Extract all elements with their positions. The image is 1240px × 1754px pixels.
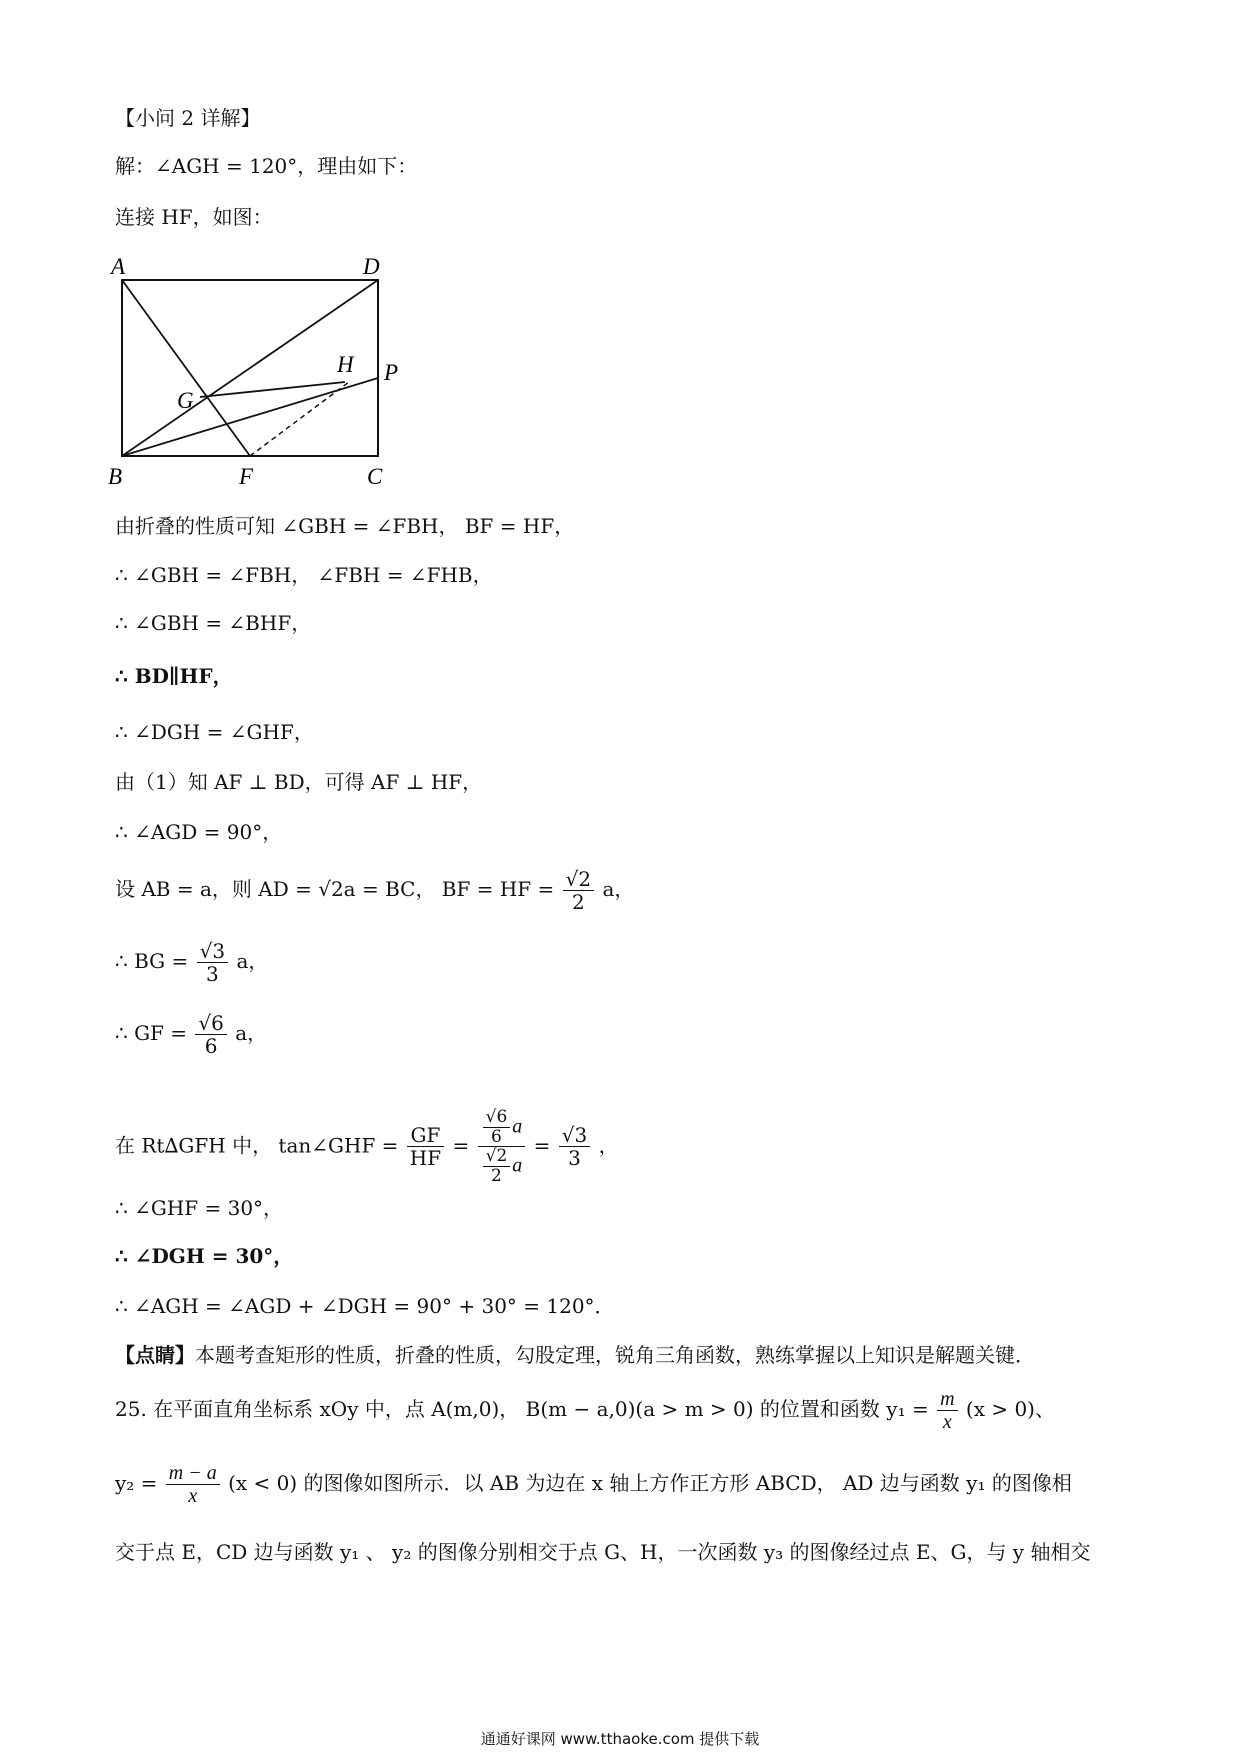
geometry-figure bbox=[105, 248, 425, 488]
solution-line-13 bbox=[115, 1108, 619, 1186]
solution-line-5: ∴ ∠GBH = ∠BHF， bbox=[115, 611, 312, 635]
fraction-denominator: 6 bbox=[491, 1126, 502, 1147]
fraction-denominator: HF bbox=[409, 1146, 442, 1171]
fraction-sqrt3-over-3 bbox=[559, 1124, 590, 1169]
inner-fraction-top bbox=[483, 1108, 511, 1146]
fraction-m-minus-a-over-x bbox=[166, 1462, 220, 1507]
fraction-gf-over-hf bbox=[407, 1124, 444, 1169]
problem-25-line-2 bbox=[115, 1462, 1072, 1507]
solution-line-2: 连接 HF，如图： bbox=[115, 205, 273, 229]
label-f: F bbox=[239, 464, 254, 488]
label-c: C bbox=[367, 464, 383, 488]
fraction-numerator: √3 bbox=[197, 940, 228, 963]
problem-25-line-2-prefix: y₂ = bbox=[115, 1471, 158, 1495]
fraction-denominator: 6 bbox=[204, 1034, 218, 1058]
line-11-suffix: a， bbox=[236, 949, 269, 973]
solution-line-8: 由（1）知 AF ⊥ BD，可得 AF ⊥ HF， bbox=[115, 770, 483, 794]
compound-numerator bbox=[478, 1108, 526, 1147]
section-heading: 【小问 2 详解】 bbox=[115, 106, 261, 130]
fraction-numerator: m bbox=[937, 1388, 957, 1411]
fraction-sqrt3-over-3 bbox=[197, 940, 228, 985]
compound-denominator bbox=[478, 1147, 526, 1185]
fraction-m-over-x bbox=[937, 1388, 957, 1433]
label-p: P bbox=[384, 360, 399, 385]
remark-tag: 【点睛】 bbox=[115, 1343, 195, 1367]
solution-line-7: ∴ ∠DGH = ∠GHF， bbox=[115, 720, 314, 744]
fraction-numerator: √2 bbox=[563, 868, 594, 891]
fraction-numerator: √3 bbox=[559, 1124, 590, 1147]
solution-line-9: ∴ ∠AGD = 90°， bbox=[115, 820, 283, 844]
problem-25-line-3: 交于点 E，CD 边与函数 y₁ 、 y₂ 的图像分别相交于点 G、H，一次函数 y₃ 的图像经过点 E、G，与 y 轴相交 bbox=[115, 1540, 1091, 1564]
line-hf-dashed bbox=[250, 382, 349, 456]
fraction-denominator: x bbox=[188, 1485, 198, 1507]
problem-25-line-1 bbox=[115, 1388, 1055, 1433]
variable-a: a bbox=[512, 1155, 523, 1178]
solution-line-3: 由折叠的性质可知 ∠GBH = ∠FBH， BF = HF， bbox=[115, 514, 575, 538]
line-af bbox=[122, 280, 250, 456]
problem-25-line-2-suffix: (x < 0) 的图像如图所示．以 AB 为边在 x 轴上方作正方形 ABCD， AD 边与函数 y₁ 的图像相 bbox=[228, 1471, 1072, 1495]
compound-fraction bbox=[478, 1108, 526, 1186]
fraction-denominator: 3 bbox=[568, 1146, 581, 1171]
fraction-denominator: 2 bbox=[491, 1166, 502, 1187]
fraction-numerator: √6 bbox=[195, 1012, 226, 1035]
fraction-denominator: 3 bbox=[205, 962, 219, 986]
fraction-denominator: x bbox=[942, 1411, 952, 1433]
label-g: G bbox=[177, 388, 194, 413]
equals-sign: = bbox=[452, 1133, 470, 1158]
solution-line-1: 解：∠AGH = 120°，理由如下： bbox=[115, 154, 418, 178]
line-11-prefix: ∴ BG = bbox=[115, 949, 189, 973]
line-13-prefix: 在 Rt∆GFH 中， tan∠GHF = bbox=[115, 1133, 399, 1158]
line-12-prefix: ∴ GF = bbox=[115, 1021, 188, 1045]
fraction-numerator: GF bbox=[407, 1124, 444, 1147]
fraction-denominator: 2 bbox=[572, 890, 585, 914]
solution-line-14: ∴ ∠GHF = 30°， bbox=[115, 1196, 284, 1220]
solution-line-10 bbox=[115, 868, 634, 913]
solution-line-6: ∴ BD∥HF， bbox=[115, 664, 233, 688]
inner-fraction-bottom bbox=[483, 1147, 511, 1185]
line-13-suffix: ， bbox=[598, 1133, 619, 1158]
variable-a: a bbox=[512, 1115, 523, 1138]
label-b: B bbox=[108, 464, 123, 488]
problem-25-line-1-suffix: (x > 0)、 bbox=[965, 1397, 1055, 1421]
line-10-suffix: a， bbox=[602, 877, 635, 901]
label-d: D bbox=[363, 254, 380, 279]
fraction-sqrt6-over-6 bbox=[195, 1012, 226, 1057]
solution-line-11 bbox=[115, 940, 268, 985]
remark-text: 本题考查矩形的性质，折叠的性质，勾股定理，锐角三角函数，熟练掌握以上知识是解题关键． bbox=[195, 1343, 1035, 1367]
fraction-numerator: √2 bbox=[483, 1147, 511, 1167]
line-10-prefix: 设 AB = a，则 AD = √2a = BC， BF = HF = bbox=[115, 877, 555, 901]
fraction-numerator: m − a bbox=[166, 1462, 220, 1485]
problem-25-line-1-prefix: 25. 在平面直角坐标系 xOy 中，点 A(m,0)， B(m − a,0)(a > m > 0) 的位置和函数 y₁ = bbox=[115, 1397, 929, 1421]
label-a: A bbox=[111, 254, 126, 279]
equals-sign: = bbox=[533, 1133, 551, 1158]
solution-line-12 bbox=[115, 1012, 267, 1057]
fraction-sqrt2-over-2 bbox=[563, 868, 594, 913]
solution-line-15: ∴ ∠DGH = 30°， bbox=[115, 1244, 294, 1268]
label-h: H bbox=[337, 352, 354, 377]
solution-line-16: ∴ ∠AGH = ∠AGD + ∠DGH = 90° + 30° = 120°． bbox=[115, 1294, 615, 1318]
page-footer: 通通好课网 www.tthaoke.com 提供下载 bbox=[480, 1730, 760, 1748]
solution-line-4: ∴ ∠GBH = ∠FBH， ∠FBH = ∠FHB， bbox=[115, 563, 493, 587]
fraction-numerator: √6 bbox=[483, 1108, 511, 1128]
line-12-suffix: a， bbox=[235, 1021, 268, 1045]
remark-line bbox=[115, 1340, 1035, 1370]
